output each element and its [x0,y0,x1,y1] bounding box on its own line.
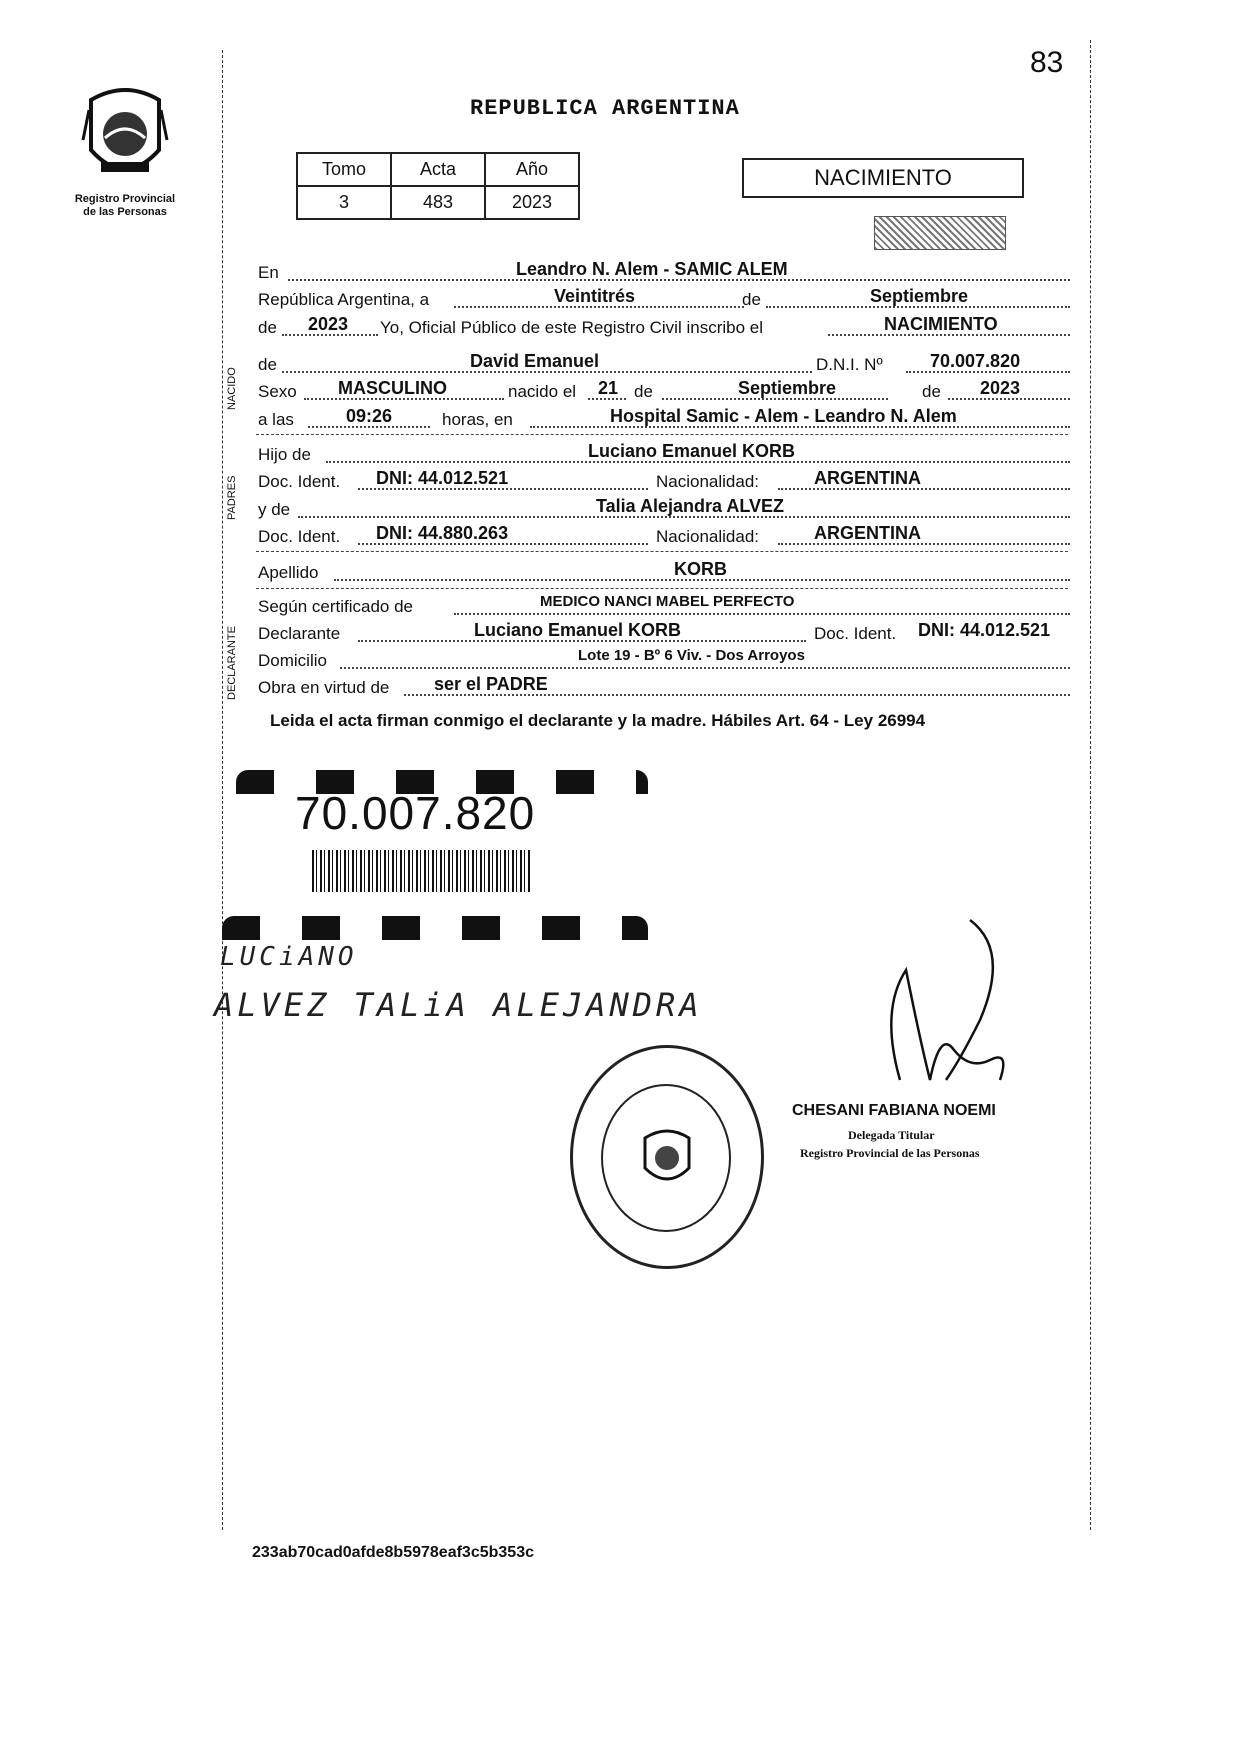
born-label: nacido el [508,382,577,401]
sex-label: Sexo [258,382,297,401]
side-label-nacido: NACIDO [226,367,238,410]
republic-label: República Argentina, a [258,290,430,309]
official-seal [570,1045,764,1269]
born-year: 2023 [980,378,1021,398]
sex-value: MASCULINO [338,378,447,398]
place-value: Leandro N. Alem - SAMIC ALEM [516,259,788,279]
child-dni: 70.007.820 [930,351,1021,371]
born-de-1: de [634,382,653,401]
mother-nationality: ARGENTINA [814,523,921,543]
registry-table [296,152,580,220]
time-value: 09:26 [346,406,393,426]
declarant-name: Luciano Emanuel KORB [474,620,682,640]
value-acta: 483 [391,186,485,219]
logo-caption-1: Registro Provincial [74,193,176,205]
barcode [312,850,530,892]
handwritten-name-2: ALVEZ TALiA ALEJANDRA [214,986,703,1024]
mother-name: Talia Alejandra ALVEZ [596,496,785,516]
mother-doc-label: Doc. Ident. [258,527,341,546]
declarant-doc-label: Doc. Ident. [814,624,897,643]
value-tomo: 3 [297,186,391,219]
small-stamp [874,216,1006,250]
province-emblem-icon [81,80,169,188]
country-title: REPUBLICA ARGENTINA [470,96,740,121]
month-value: Septiembre [870,286,969,306]
official-text: Yo, Oficial Público de este Registro Civil inscribo el [380,318,763,337]
dni-label: D.N.I. Nº [816,355,883,374]
address-value: Lote 19 - Bº 6 Viv. - Dos Arroyos [578,647,805,664]
name-label: de [258,355,277,374]
left-margin-line [222,50,223,1530]
record-type-box: NACIMIENTO [742,158,1024,198]
section-separator-3 [256,588,1068,589]
section-separator-2 [256,551,1068,552]
surname-label: Apellido [258,563,319,582]
right-margin-line [1090,40,1091,1530]
security-band-bottom [222,916,648,940]
dni-large-number: 70.007.820 [295,787,536,839]
header-ano: Año [485,153,579,186]
born-day: 21 [598,378,619,398]
signer-org: Registro Provincial de las Personas [800,1146,980,1160]
born-month: Septiembre [738,378,837,398]
declarant-doc: DNI: 44.012.521 [918,620,1051,640]
header-acta: Acta [391,153,485,186]
time-label: a las [258,410,294,429]
cert-value: MEDICO NANCI MABEL PERFECTO [540,593,795,610]
father-doc: DNI: 44.012.521 [376,468,509,488]
header-tomo: Tomo [297,153,391,186]
year-value: 2023 [308,314,349,334]
place-label: En [258,263,279,282]
surname-value: KORB [674,559,727,579]
signer-role: Delegada Titular [848,1128,935,1142]
hospital-value: Hospital Samic - Alem - Leandro N. Alem [610,406,957,426]
handwritten-name-1: LUCiANO [220,942,358,972]
act-value: NACIMIENTO [884,314,998,334]
signer-name: CHESANI FABIANA NOEMI [792,1102,996,1119]
handwritten-signature-icon [860,910,1030,1100]
virtue-label: Obra en virtud de [258,678,390,697]
and-label: y de [258,500,291,519]
mother-nationality-label: Nacionalidad: [656,527,760,546]
side-label-declarante: DECLARANTE [226,626,238,700]
son-of-label: Hijo de [258,445,311,464]
logo-caption-2: de las Personas [83,206,167,218]
mother-doc: DNI: 44.880.263 [376,523,509,543]
section-separator-1 [256,434,1068,435]
address-label: Domicilio [258,651,327,670]
date-de-label: de [742,290,761,309]
child-name: David Emanuel [470,351,600,371]
reading-note: Leida el acta firman conmigo el declarante y la madre. Hábiles Art. 64 - Ley 26994 [270,711,926,730]
declarant-label: Declarante [258,624,341,643]
side-label-padres: PADRES [226,475,238,520]
document-hash: 233ab70cad0afde8b5978eaf3c5b353c [252,1544,534,1561]
virtue-value: ser el PADRE [434,674,548,694]
page-number: 83 [1030,46,1064,79]
cert-label: Según certificado de [258,597,413,616]
father-nationality-label: Nacionalidad: [656,472,760,491]
value-ano: 2023 [485,186,579,219]
father-name: Luciano Emanuel KORB [588,441,796,461]
father-nationality: ARGENTINA [814,468,921,488]
seal-emblem-icon [639,1128,695,1188]
day-words: Veintitrés [554,286,636,306]
hours-label: horas, en [442,410,513,429]
father-doc-label: Doc. Ident. [258,472,341,491]
registry-logo [60,80,190,219]
born-de-2: de [922,382,941,401]
year-prefix: de [258,318,277,337]
